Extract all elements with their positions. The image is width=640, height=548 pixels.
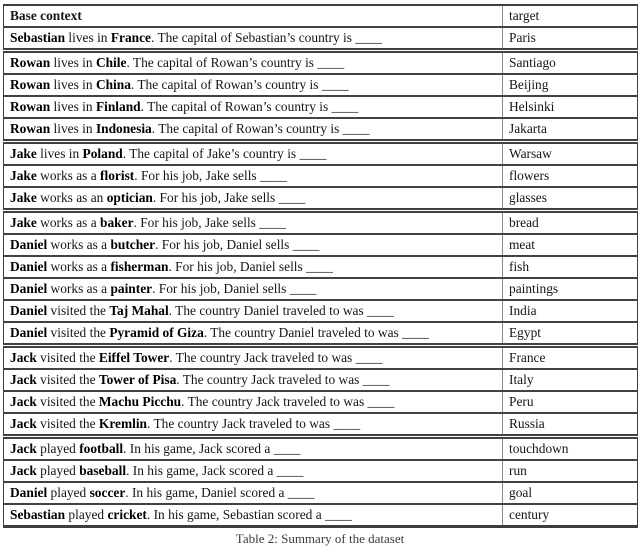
base-context-cell: Daniel played soccer. In his game, Daniel scored a ____ — [4, 482, 503, 504]
target-cell: Jakarta — [503, 118, 638, 142]
table-row — [4, 27, 638, 51]
table-row — [4, 300, 638, 322]
base-context-cell: Jake lives in Poland. The capital of Jake’s country is ____ — [4, 142, 503, 166]
table-row — [4, 369, 638, 391]
base-context-cell: Sebastian played cricket. In his game, Sebastian scored a ____ — [4, 504, 503, 527]
target-cell: Peru — [503, 391, 638, 413]
base-context-cell: Jack visited the Tower of Pisa. The country Jack traveled to was ____ — [4, 369, 503, 391]
target-cell: Helsinki — [503, 96, 638, 118]
base-context-cell: Jack played baseball. In his game, Jack scored a ____ — [4, 460, 503, 482]
base-context-cell: Jake works as a baker. For his job, Jake sells ____ — [4, 211, 503, 235]
table-row — [4, 437, 638, 461]
table-row — [4, 504, 638, 527]
base-context-cell: Rowan lives in China. The capital of Rowan’s country is ____ — [4, 74, 503, 96]
base-context-cell: Daniel works as a fisherman. For his job, Daniel sells ____ — [4, 256, 503, 278]
table-row — [4, 74, 638, 96]
table-body — [4, 27, 638, 527]
base-context-header: Base context — [4, 5, 503, 27]
base-context-cell: Jack visited the Kremlin. The country Jack traveled to was ____ — [4, 413, 503, 437]
table-row — [4, 211, 638, 235]
table-row — [4, 346, 638, 370]
target-cell: century — [503, 504, 638, 527]
table-caption-clipped — [0, 530, 640, 546]
base-context-cell: Jake works as an optician. For his job, Jake sells ____ — [4, 187, 503, 211]
table-row — [4, 165, 638, 187]
target-cell: France — [503, 346, 638, 370]
table-header-row — [4, 5, 638, 27]
table-row — [4, 460, 638, 482]
base-context-cell: Jack visited the Machu Picchu. The country Jack traveled to was ____ — [4, 391, 503, 413]
table-row — [4, 322, 638, 346]
target-cell: touchdown — [503, 437, 638, 461]
target-cell: goal — [503, 482, 638, 504]
table-row — [4, 391, 638, 413]
target-cell: glasses — [503, 187, 638, 211]
target-cell: India — [503, 300, 638, 322]
base-context-cell: Daniel works as a painter. For his job, Daniel sells ____ — [4, 278, 503, 300]
target-cell: meat — [503, 234, 638, 256]
table-row — [4, 96, 638, 118]
base-context-cell: Rowan lives in Chile. The capital of Rowan’s country is ____ — [4, 51, 503, 75]
table-row — [4, 278, 638, 300]
target-cell: run — [503, 460, 638, 482]
target-cell: Russia — [503, 413, 638, 437]
target-cell: paintings — [503, 278, 638, 300]
target-cell: Warsaw — [503, 142, 638, 166]
table-row — [4, 482, 638, 504]
target-cell: fish — [503, 256, 638, 278]
base-context-cell: Rowan lives in Finland. The capital of Rowan’s country is ____ — [4, 96, 503, 118]
target-cell: Beijing — [503, 74, 638, 96]
base-context-cell: Daniel visited the Taj Mahal. The country Daniel traveled to was ____ — [4, 300, 503, 322]
base-context-cell: Rowan lives in Indonesia. The capital of Rowan’s country is ____ — [4, 118, 503, 142]
table-row — [4, 51, 638, 75]
base-context-cell: Daniel visited the Pyramid of Giza. The country Daniel traveled to was ____ — [4, 322, 503, 346]
table-row — [4, 234, 638, 256]
base-context-cell: Jack visited the Eiffel Tower. The country Jack traveled to was ____ — [4, 346, 503, 370]
table-caption: Table 2: Summary of the dataset — [235, 531, 405, 546]
table-row — [4, 413, 638, 437]
base-context-cell: Jake works as a florist. For his job, Jake sells ____ — [4, 165, 503, 187]
table-row — [4, 187, 638, 211]
target-cell: bread — [503, 211, 638, 235]
target-cell: Italy — [503, 369, 638, 391]
target-cell: flowers — [503, 165, 638, 187]
table-row — [4, 118, 638, 142]
base-context-table — [3, 4, 638, 528]
base-context-cell: Daniel works as a butcher. For his job, Daniel sells ____ — [4, 234, 503, 256]
table-row — [4, 256, 638, 278]
target-cell: Paris — [503, 27, 638, 51]
target-header: target — [503, 5, 638, 27]
base-context-cell: Sebastian lives in France. The capital of Sebastian’s country is ____ — [4, 27, 503, 51]
base-context-cell: Jack played football. In his game, Jack scored a ____ — [4, 437, 503, 461]
target-cell: Santiago — [503, 51, 638, 75]
target-cell: Egypt — [503, 322, 638, 346]
table-row — [4, 142, 638, 166]
